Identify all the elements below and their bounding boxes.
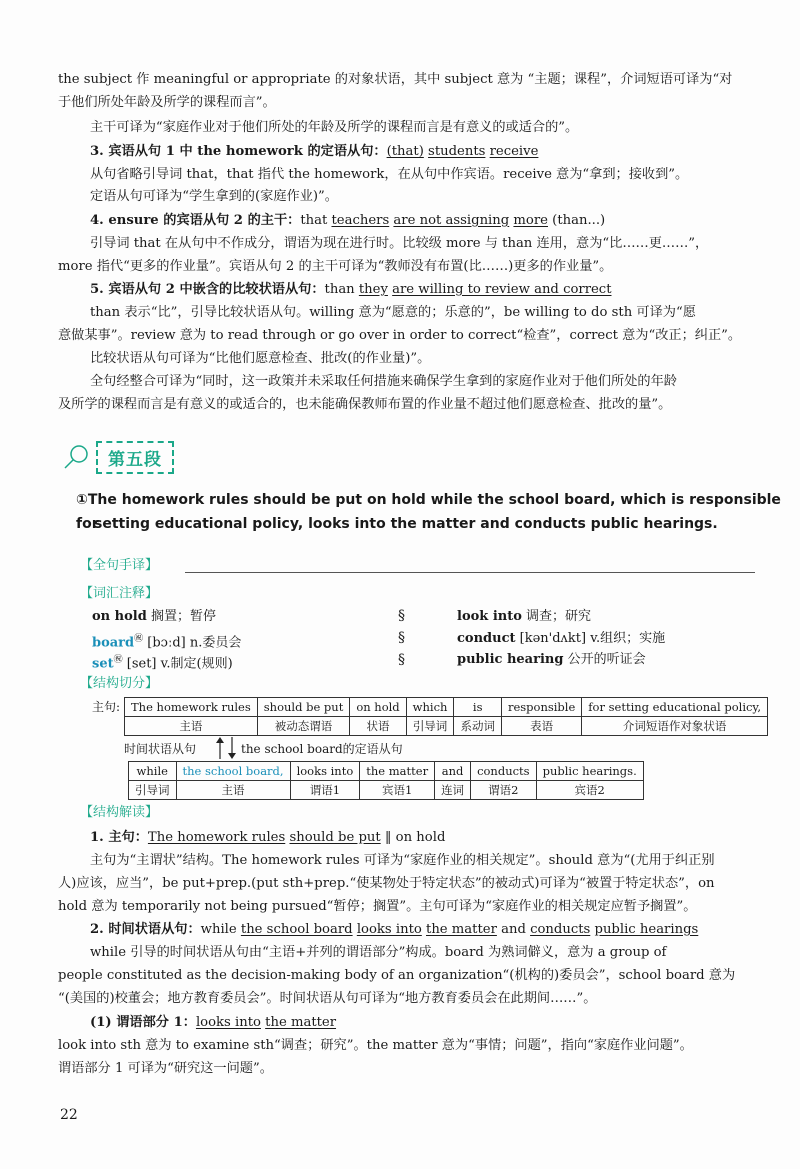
answer-blank-line xyxy=(185,572,755,573)
analysis-heading-2 xyxy=(90,920,698,940)
segment-role: 谓语1 xyxy=(290,781,360,800)
segment: is xyxy=(454,698,502,717)
subheading-4 xyxy=(90,211,605,231)
vocab-item xyxy=(92,607,216,627)
segment: conducts xyxy=(471,762,537,781)
text: that xyxy=(300,213,332,228)
segment-role: 谓语2 xyxy=(471,781,537,800)
vocab-divider: § xyxy=(398,608,405,624)
subheading-3 xyxy=(90,142,538,162)
segment-role: 介词短语作对象状语 xyxy=(582,717,768,736)
underlined-text: looks into xyxy=(195,1015,261,1030)
underlined-text: the school board xyxy=(240,922,353,937)
vocab-word: look into xyxy=(457,609,522,624)
segment: on hold xyxy=(350,698,406,717)
frequency-mark: ㊗ xyxy=(134,634,144,644)
analysis-heading-1 xyxy=(90,828,445,848)
text-line: the subject 作 meaningful or appropriate 的对象状语，其中 subject 意为 “主题；课程”，介词短语可译为“对 xyxy=(58,72,733,87)
text-line: 引导词 that 在从句中不作成分，谓语为现在进行时。比较级 more 与 than 连用，意为“比……更……”， xyxy=(90,236,709,251)
underlined-text: more xyxy=(513,213,548,228)
analysis-label: 【结构解读】 xyxy=(80,805,159,820)
vocab-word: conduct xyxy=(457,631,516,646)
text-line: more 指代“更多的作业量”。宾语从句 2 的主干可译为“教师没有布置(比……)更多的作业量”。 xyxy=(58,259,613,274)
vocab-def: [kən'dʌkt] v.组织；实施 xyxy=(515,631,666,646)
underlined-text: conducts xyxy=(530,922,591,937)
structure-label: 【结构切分】 xyxy=(80,676,159,691)
vocab-item xyxy=(457,650,646,670)
sentence-text: The homework rules should be put on hold while the school board, which is responsible for xyxy=(76,492,781,532)
analysis-heading-3 xyxy=(90,1013,336,1033)
arrow-up-icon xyxy=(214,737,226,759)
text-line: while 引导的时间状语从句由“主语+并列的谓语部分”构成。board 为熟词僻义，意为 a group of xyxy=(90,945,667,960)
text-line: 于他们所处年龄及所学的课程而言”。 xyxy=(58,95,276,110)
text-line: 及所学的课程而言是有意义的或适合的，也未能确保教师布置的作业量不超过他们愿意检查、批改的量”。 xyxy=(58,397,672,412)
underlined-text: The homework rules xyxy=(147,830,286,845)
segment-role: 宾语1 xyxy=(360,781,435,800)
segment-role: 引导词 xyxy=(129,781,177,800)
time-clause-label: 时间状语从句 xyxy=(124,742,197,756)
text-line: look into sth 意为 to examine sth“调查；研究”。the matter 意为“事情；问题”，指向“家庭作业问题”。 xyxy=(58,1038,693,1053)
underlined-text: the matter xyxy=(426,922,497,937)
segment: which xyxy=(406,698,454,717)
segment: and xyxy=(435,762,471,781)
underlined-text: looks into xyxy=(356,922,422,937)
text-line: 意做某事”。review 意为 to read through or go over in order to correct“检查”，correct 意为“改正；纠正”。 xyxy=(58,328,742,343)
section-heading xyxy=(62,441,174,473)
key-sentence-line2: setting educational policy, looks into the matter and conducts public hearings. xyxy=(94,516,718,532)
text-line: 人)应该，应当”，be put+prep.(put sth+prep.“使某物处于特定状态”的被动式)可译为“被置于特定状态”，on xyxy=(58,876,715,891)
segment-role: 主语 xyxy=(176,781,290,800)
section-title: 第五段 xyxy=(96,441,174,474)
segment: for setting educational policy, xyxy=(582,698,768,717)
sentence-number: ① xyxy=(76,492,88,508)
text-line: 全句经整合可译为“同时，这一政策并未采取任何措施来确保学生拿到的家庭作业对于他们所处的年龄 xyxy=(90,374,677,389)
underlined-text: are not assigning xyxy=(393,213,510,228)
magnifier-icon xyxy=(62,442,92,472)
subheading-label: 4. ensure 的宾语从句 2 的主干： xyxy=(90,213,301,228)
underlined-text: are willing to review and correct xyxy=(392,282,612,297)
segment-role: 引导词 xyxy=(406,717,454,736)
structure-table-2 xyxy=(128,761,644,800)
text: ‖ on hold xyxy=(380,830,446,845)
underlined-text: should be put xyxy=(289,830,381,845)
main-clause-label: 主句: xyxy=(92,700,121,714)
segment-role: 主语 xyxy=(125,717,258,736)
vocab-word: on hold xyxy=(92,609,147,624)
text-line: “(美国的)校董会；地方教育委员会”。时间状语从句可译为“地方教育委员会在此期间……”。 xyxy=(58,991,597,1006)
segment: should be put xyxy=(257,698,350,717)
underlined-text: students xyxy=(428,144,486,159)
vocab-divider: § xyxy=(398,630,405,646)
text-line: 谓语部分 1 可译为“研究这一问题”。 xyxy=(58,1061,273,1076)
underlined-text: they xyxy=(358,282,388,297)
segment-role: 连词 xyxy=(435,781,471,800)
subheading-5 xyxy=(90,280,612,300)
underlined-text: teachers xyxy=(331,213,390,228)
vocab-word: set xyxy=(92,656,114,672)
subheading-label: 1. 主句： xyxy=(90,830,148,845)
segment-role: 系动词 xyxy=(454,717,502,736)
vocab-def: 调查；研究 xyxy=(521,609,592,624)
segment: the matter xyxy=(360,762,435,781)
vocab-divider: § xyxy=(398,652,405,668)
segment: The homework rules xyxy=(125,698,258,717)
vocab-def: [bɔːd] n.委员会 xyxy=(143,635,242,651)
vocab-def: 公开的听证会 xyxy=(563,652,646,667)
text-line: 主句为“主谓状”结构。The homework rules 可译为“家庭作业的相关规定”。should 意为“(尤用于纠正别 xyxy=(90,853,715,868)
segment-role: 被动态谓语 xyxy=(257,717,350,736)
rel-clause-label: the school board的定语从句 xyxy=(241,742,403,756)
segment: looks into xyxy=(290,762,360,781)
text: than xyxy=(324,282,359,297)
segment-role: 状语 xyxy=(350,717,406,736)
vocab-def: [set] v.制定(规则) xyxy=(122,656,233,672)
underlined-text: public hearings xyxy=(594,922,699,937)
structure-table-1 xyxy=(124,697,768,736)
text-line: than 表示“比”，引导比较状语从句。willing 意为“愿意的；乐意的”，be willing to do sth 可译为“愿 xyxy=(90,305,696,320)
text: while xyxy=(200,922,241,937)
text-line: 定语从句可译为“学生拿到的(家庭作业)”。 xyxy=(90,189,338,204)
frequency-mark: ㊗ xyxy=(113,655,123,665)
vocab-word: public hearing xyxy=(457,652,564,667)
underlined-text: (that) xyxy=(386,144,424,159)
vocab-word: board xyxy=(92,635,135,651)
text-line: hold 意为 temporarily not being pursued“暂停；搁置”。主句可译为“家庭作业的相关规定应暂予搁置”。 xyxy=(58,899,697,914)
vocab-label: 【词汇注释】 xyxy=(80,586,159,601)
text-line: 主干可译为“家庭作业对于他们所处的年龄及所学的课程而言是有意义的或适合的”。 xyxy=(90,120,579,135)
segment: the school board, xyxy=(176,762,290,781)
page-number: 22 xyxy=(60,1107,78,1123)
vocab-def: 搁置；暂停 xyxy=(146,609,216,624)
underlined-text: receive xyxy=(489,144,539,159)
text: (than...) xyxy=(547,213,606,228)
subheading-label: (1) 谓语部分 1： xyxy=(90,1015,196,1030)
segment: responsible xyxy=(501,698,581,717)
text-line: 比较状语从句可译为“比他们愿意检查、批改(的作业量)”。 xyxy=(90,351,431,366)
text-line: people constituted as the decision-making body of an organization“(机构的)委员会”，school board 意为 xyxy=(58,968,736,983)
subheading-label: 2. 时间状语从句： xyxy=(90,922,201,937)
vocab-item xyxy=(92,650,233,674)
subheading-label: 3. 宾语从句 1 中 the homework 的定语从句： xyxy=(90,144,387,159)
text-line: 从句省略引导词 that，that 指代 the homework，在从句中作宾语。receive 意为“拿到；接收到”。 xyxy=(90,167,689,182)
text: and xyxy=(496,922,531,937)
segment: public hearings. xyxy=(536,762,643,781)
underlined-text: the matter xyxy=(265,1015,337,1030)
translate-label: 【全句手译】 xyxy=(80,558,159,573)
segment-role: 表语 xyxy=(501,717,581,736)
vocab-item xyxy=(457,607,591,627)
arrow-down-icon xyxy=(226,737,238,759)
vocab-item xyxy=(457,629,665,649)
subheading-label: 5. 宾语从句 2 中嵌含的比较状语从句： xyxy=(90,282,325,297)
segment: while xyxy=(129,762,177,781)
segment-role: 宾语2 xyxy=(536,781,643,800)
